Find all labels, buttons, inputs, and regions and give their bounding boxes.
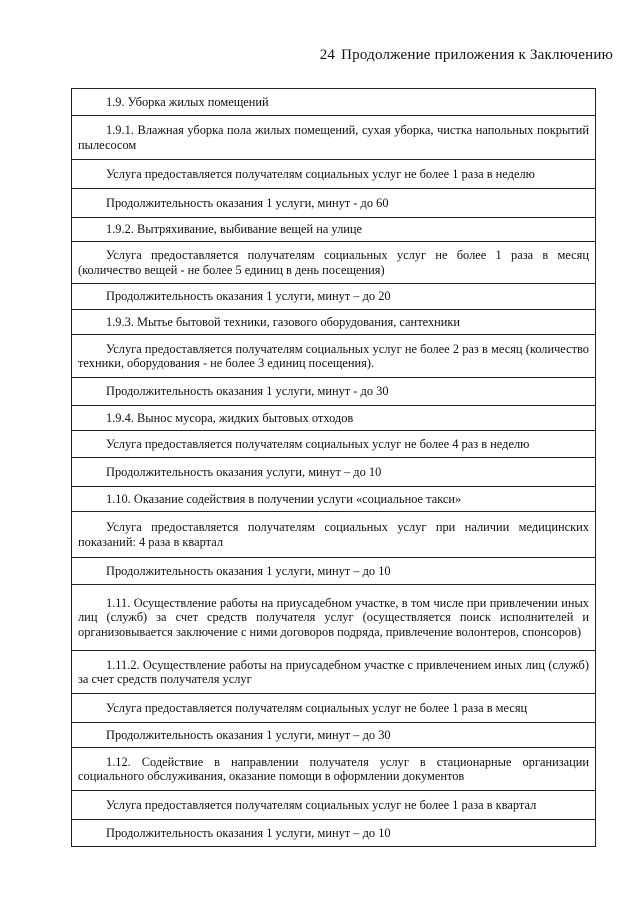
row-text: Продолжительность оказания 1 услуги, минут – до 10 — [106, 563, 391, 578]
row-text: Услуга предоставляется получателям социальных услуг не более 1 раза в неделю — [106, 166, 535, 181]
table-row — [72, 430, 595, 457]
row-text: 1.12. Содействие в направлении получателя услуг в стационарные организации социального обслуживания, оказание помощи в оформлении документов — [78, 754, 589, 783]
table-row — [72, 377, 595, 405]
row-text: Продолжительность оказания 1 услуги, минут – до 20 — [106, 289, 391, 304]
row-text: Продолжительность оказания 1 услуги, минут - до 30 — [106, 384, 389, 399]
services-table — [71, 88, 596, 847]
table-row — [72, 159, 595, 188]
table-row — [72, 650, 595, 693]
row-text: Продолжительность оказания 1 услуги, минут – до 10 — [106, 825, 391, 840]
row-text: Услуга предоставляется получателям социальных услуг не более 1 раза в месяц (количество вещей - не более 5 единиц в день посещения) — [78, 248, 589, 277]
row-text: Продолжительность оказания 1 услуги, минут – до 30 — [106, 727, 391, 742]
table-row — [72, 486, 595, 511]
row-text: Услуга предоставляется получателям социальных услуг при наличии медицинских показаний: 4 раза в квартал — [78, 520, 589, 549]
row-text: Услуга предоставляется получателям социальных услуг не более 4 раз в неделю — [106, 436, 530, 451]
row-text: 1.9.3. Мытье бытовой техники, газового оборудования, сантехники — [106, 314, 461, 329]
row-text: Услуга предоставляется получателям социальных услуг не более 2 раз в месяц (количество техники, оборудования - не более 3 единиц посещения). — [78, 341, 589, 370]
table-row — [72, 405, 595, 430]
table-row — [72, 722, 595, 747]
row-text: 1.9.1. Влажная уборка пола жилых помещений, сухая уборка, чистка напольных покрытий пылесосом — [78, 123, 589, 152]
table-row — [72, 217, 595, 241]
table-row — [72, 89, 595, 115]
row-text: 1.11.2. Осуществление работы на приусадебном участке с привлечением иных лиц (служб) за счет средств получателя услуг — [78, 657, 589, 686]
row-text: 1.9. Уборка жилых помещений — [106, 94, 269, 109]
page-header-title: Продолжение приложения к Заключению — [341, 47, 613, 63]
row-text: Услуга предоставляется получателям социальных услуг не более 1 раза в месяц — [106, 700, 528, 715]
table-row — [72, 819, 595, 846]
table-row — [72, 188, 595, 217]
page-header — [320, 47, 613, 64]
table-row — [72, 511, 595, 557]
table-row — [72, 309, 595, 334]
row-text: Услуга предоставляется получателям социальных услуг не более 1 раза в квартал — [106, 797, 537, 812]
table-row — [72, 584, 595, 650]
row-text: Продолжительность оказания услуги, минут – до 10 — [106, 464, 382, 479]
table-row — [72, 241, 595, 283]
table-row — [72, 334, 595, 377]
table-row — [72, 747, 595, 790]
row-text: 1.9.2. Вытряхивание, выбивание вещей на улице — [106, 222, 363, 237]
row-text: 1.11. Осуществление работы на приусадебном участке, в том числе при привлечении иных лиц (служб) за счет средств получателя услуг (осуществляется поиск исполнителей и организовывается заключение с ними договоров подряда, привлечение волонтеров, спонсоров) — [78, 595, 589, 639]
table-row — [72, 457, 595, 486]
table-row — [72, 283, 595, 309]
row-text: Продолжительность оказания 1 услуги, минут - до 60 — [106, 195, 389, 210]
table-row — [72, 557, 595, 584]
page-number: 24 — [319, 47, 336, 63]
table-row — [72, 693, 595, 722]
row-text: 1.9.4. Вынос мусора, жидких бытовых отходов — [106, 410, 354, 425]
table-row — [72, 115, 595, 159]
row-text: 1.10. Оказание содействия в получении услуги «социальное такси» — [106, 491, 462, 506]
table-row — [72, 790, 595, 819]
